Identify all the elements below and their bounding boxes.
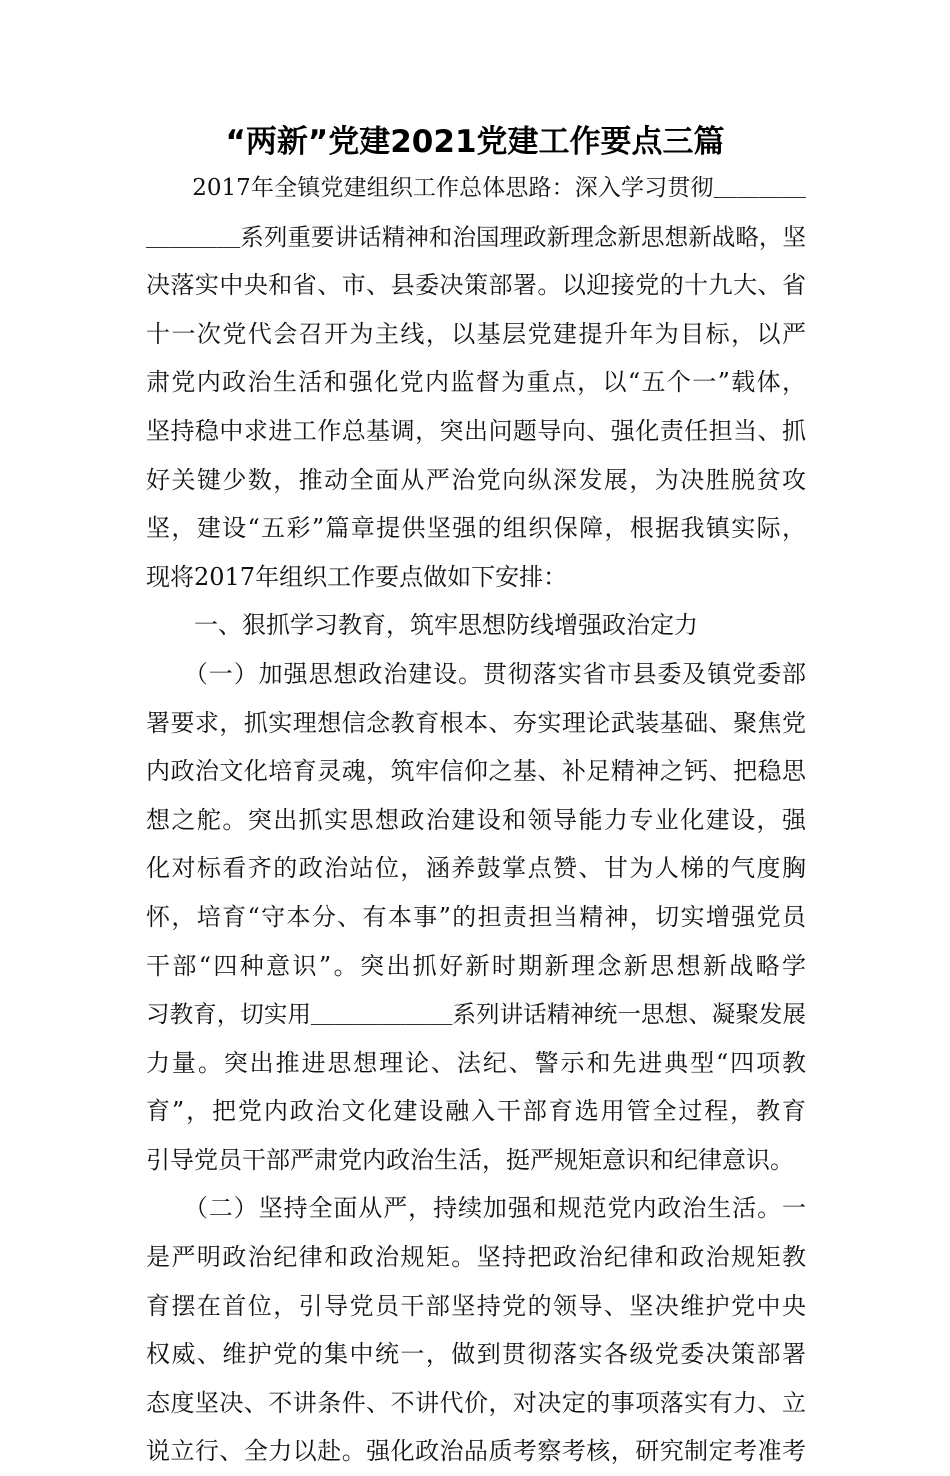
body-line: 现将2017年组织工作要点做如下安排： — [146, 562, 568, 591]
body-line: 是严明政治纪律和政治规矩。坚持把政治纪律和政治规矩教 — [146, 1243, 806, 1272]
body-line: 2017年全镇党建组织工作总体思路：深入学习贯彻＿＿＿＿ — [146, 175, 806, 201]
document-body — [146, 164, 806, 1476]
body-line: 化对标看齐的政治站位，涵养鼓掌点赞、甘为人梯的气度胸 — [146, 854, 806, 883]
body-line: 肃党内政治生活和强化党内监督为重点，以“五个一”载体， — [146, 368, 806, 397]
document-title: “两新”党建2021党建工作要点三篇 — [225, 124, 725, 160]
body-line: 想之舵。突出抓实思想政治建设和领导能力专业化建设，强 — [146, 805, 806, 834]
body-line: （一）加强思想政治建设。贯彻落实省市县委及镇党委部 — [146, 659, 806, 688]
body-line: 说立行、全力以赴。强化政治品质考察考核，研究制定考准考 — [146, 1437, 806, 1466]
body-line: 决落实中央和省、市、县委决策部署。以迎接党的十九大、省 — [146, 271, 806, 300]
body-line: 署要求，抓实理想信念教育根本、夯实理论武装基础、聚焦党 — [146, 708, 806, 737]
body-line: 育摆在首位，引导党员干部坚持党的领导、坚决维护党中央 — [146, 1291, 806, 1320]
body-line: 十一次党代会召开为主线，以基层党建提升年为目标，以严 — [146, 319, 806, 348]
body-line: 引导党员干部严肃党内政治生活，挺严规矩意识和纪律意识。 — [146, 1145, 794, 1174]
body-line: 怀，培育“守本分、有本事”的担责担当精神，切实增强党员 — [146, 902, 806, 931]
body-line: 态度坚决、不讲条件、不讲代价，对决定的事项落实有力、立 — [146, 1388, 806, 1417]
body-line: 内政治文化培育灵魂，筑牢信仰之基、补足精神之钙、把稳思 — [146, 757, 806, 786]
body-line: 坚，建设“五彩”篇章提供坚强的组织保障，根据我镇实际， — [146, 514, 806, 543]
body-line: （二）坚持全面从严，持续加强和规范党内政治生活。一 — [146, 1194, 806, 1223]
body-line: 权威、维护党的集中统一，做到贯彻落实各级党委决策部署 — [146, 1340, 806, 1369]
body-line: 育”，把党内政治文化建设融入干部育选用管全过程，教育 — [146, 1097, 806, 1126]
body-line: 坚持稳中求进工作总基调，突出问题导向、强化责任担当、抓 — [146, 416, 806, 445]
body-line: 一、狠抓学习教育，筑牢思想防线增强政治定力 — [146, 611, 698, 640]
body-line: 习教育，切实用＿＿＿＿＿＿系列讲话精神统一思想、凝聚发展 — [146, 1000, 806, 1029]
body-line: 好关键少数，推动全面从严治党向纵深发展，为决胜脱贫攻 — [146, 465, 806, 494]
body-line: 力量。突出推进思想理论、法纪、警示和先进典型“四项教 — [146, 1048, 806, 1077]
body-line: 干部“四种意识”。突出抓好新时期新理念新思想新战略学 — [146, 951, 806, 980]
body-line: ＿＿＿＿系列重要讲话精神和治国理政新理念新思想新战略，坚 — [146, 222, 806, 251]
